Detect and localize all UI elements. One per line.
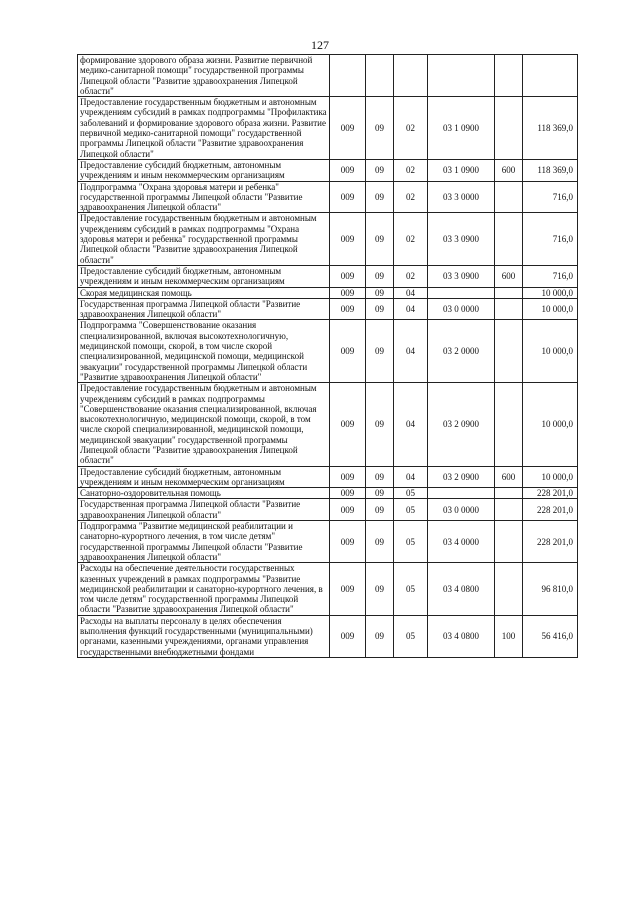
ved-code-cell: 009 — [330, 97, 366, 160]
section-code-cell: 09 — [366, 563, 394, 615]
row-name-cell: Предоставление государственным бюджетным и автономным учреждениям субсидий в рамках подпрограммы "Охрана здоровья матери и ребенка" государственной программы Липецкой области "Развитие здравоохранения Липецкой области" — [78, 213, 330, 265]
row-name-cell: Государственная программа Липецкой области "Развитие здравоохранения Липецкой области" — [78, 298, 330, 320]
ved-code-cell: 009 — [330, 499, 366, 521]
row-name-cell: Предоставление государственным бюджетным и автономным учреждениям субсидий в рамках подпрограммы "Профилактика заболеваний и формирование здорового образа жизни. Развитие первичной медико-санитарной помощи" государственной программы Липецкой области "Развитие здравоохранения Липецкой области" — [78, 97, 330, 160]
table-row — [78, 488, 578, 499]
ved-code-cell: 009 — [330, 298, 366, 320]
target-article-cell: 03 4 0800 — [428, 615, 495, 657]
section-code-cell: 09 — [366, 159, 394, 181]
table-row — [78, 298, 578, 320]
target-article-cell: 03 1 0900 — [428, 97, 495, 160]
target-article-cell: 03 3 0000 — [428, 181, 495, 213]
expense-type-cell — [495, 383, 523, 466]
subsection-code-cell: 02 — [394, 213, 428, 265]
expense-type-cell — [495, 298, 523, 320]
table-row — [78, 181, 578, 213]
expense-type-cell — [495, 563, 523, 615]
amount-cell: 10 000,0 — [523, 298, 578, 320]
amount-cell: 10 000,0 — [523, 287, 578, 298]
ved-code-cell: 009 — [330, 181, 366, 213]
row-name-cell: Расходы на обеспечение деятельности государственных казенных учреждений в рамках подпрограммы "Развитие медицинской реабилитации и санаторно-курортного лечения, в том числе детям" государственной программы Липецкой области "Развитие здравоохранения Липецкой области" — [78, 563, 330, 615]
ved-code-cell: 009 — [330, 159, 366, 181]
subsection-code-cell: 02 — [394, 97, 428, 160]
target-article-cell: 03 0 0000 — [428, 298, 495, 320]
table-row — [78, 213, 578, 265]
section-code-cell: 09 — [366, 521, 394, 563]
table-row — [78, 563, 578, 615]
row-name-cell: Предоставление субсидий бюджетным, автономным учреждениям и иным некоммерческим организациям — [78, 466, 330, 488]
subsection-code-cell: 04 — [394, 466, 428, 488]
table-row — [78, 265, 578, 287]
table-row — [78, 55, 578, 97]
amount-cell: 10 000,0 — [523, 320, 578, 383]
subsection-code-cell: 05 — [394, 615, 428, 657]
row-name-cell: Санаторно-оздоровительная помощь — [78, 488, 330, 499]
amount-cell: 228 201,0 — [523, 499, 578, 521]
section-code-cell: 09 — [366, 287, 394, 298]
ved-code-cell: 009 — [330, 383, 366, 466]
expense-type-cell: 600 — [495, 466, 523, 488]
target-article-cell: 03 3 0900 — [428, 213, 495, 265]
section-code-cell: 09 — [366, 97, 394, 160]
subsection-code-cell: 05 — [394, 521, 428, 563]
ved-code-cell: 009 — [330, 320, 366, 383]
row-name-cell: Предоставление субсидий бюджетным, автономным учреждениям и иным некоммерческим организациям — [78, 265, 330, 287]
table-row — [78, 521, 578, 563]
section-code-cell — [366, 55, 394, 97]
row-name-cell: Подпрограмма "Охрана здоровья матери и ребенка" государственной программы Липецкой области "Развитие здравоохранения Липецкой области" — [78, 181, 330, 213]
ved-code-cell: 009 — [330, 488, 366, 499]
amount-cell: 716,0 — [523, 181, 578, 213]
subsection-code-cell: 02 — [394, 159, 428, 181]
subsection-code-cell: 05 — [394, 563, 428, 615]
target-article-cell: 03 2 0900 — [428, 383, 495, 466]
expense-type-cell — [495, 55, 523, 97]
expense-type-cell — [495, 213, 523, 265]
section-code-cell: 09 — [366, 265, 394, 287]
table-row — [78, 499, 578, 521]
row-name-cell: Подпрограмма "Совершенствование оказания специализированной, включая высокотехнологичную, медицинской помощи, скорой, в том числе скорой специализированной, медицинской помощи, медицинской эвакуации" государственной программы Липецкой области "Развитие здравоохранения Липецкой области" — [78, 320, 330, 383]
expense-type-cell: 600 — [495, 159, 523, 181]
table-row — [78, 466, 578, 488]
subsection-code-cell: 05 — [394, 499, 428, 521]
target-article-cell: 03 4 0000 — [428, 521, 495, 563]
target-article-cell: 03 0 0000 — [428, 499, 495, 521]
subsection-code-cell: 05 — [394, 488, 428, 499]
section-code-cell: 09 — [366, 488, 394, 499]
subsection-code-cell: 02 — [394, 181, 428, 213]
ved-code-cell: 009 — [330, 563, 366, 615]
ved-code-cell — [330, 55, 366, 97]
amount-cell — [523, 55, 578, 97]
ved-code-cell: 009 — [330, 615, 366, 657]
subsection-code-cell: 04 — [394, 320, 428, 383]
section-code-cell: 09 — [366, 320, 394, 383]
target-article-cell — [428, 287, 495, 298]
row-name-cell: формирование здорового образа жизни. Развитие первичной медико-санитарной помощи" государственной программы Липецкой области "Развитие здравоохранения Липецкой области" — [78, 55, 330, 97]
expense-type-cell: 100 — [495, 615, 523, 657]
table-row — [78, 320, 578, 383]
row-name-cell: Предоставление субсидий бюджетным, автономным учреждениям и иным некоммерческим организациям — [78, 159, 330, 181]
table-row — [78, 287, 578, 298]
amount-cell: 716,0 — [523, 213, 578, 265]
ved-code-cell: 009 — [330, 287, 366, 298]
section-code-cell: 09 — [366, 298, 394, 320]
row-name-cell: Предоставление государственным бюджетным и автономным учреждениям субсидий в рамках подпрограммы "Совершенствование оказания специализированной, включая высокотехнологичную, медицинской помощи, скорой, в том числе скорой специализированной, медицинской помощи, медицинской эвакуации" государственной программы Липецкой области "Развитие здравоохранения Липецкой области" — [78, 383, 330, 466]
target-article-cell — [428, 55, 495, 97]
amount-cell: 10 000,0 — [523, 383, 578, 466]
budget-table-body — [78, 55, 578, 658]
table-row — [78, 383, 578, 466]
amount-cell: 118 369,0 — [523, 159, 578, 181]
page-number: 127 — [311, 38, 329, 52]
row-name-cell: Подпрограмма "Развитие медицинской реабилитации и санаторно-курортного лечения, в том числе детям" государственной программы Липецкой области "Развитие здравоохранения Липецкой области" — [78, 521, 330, 563]
amount-cell: 228 201,0 — [523, 488, 578, 499]
expense-type-cell — [495, 181, 523, 213]
target-article-cell: 03 2 0000 — [428, 320, 495, 383]
row-name-cell: Расходы на выплаты персоналу в целях обеспечения выполнения функций государственными (муниципальными) органами, казенными учреждениями, органами управления государственными внебюджетными фондами — [78, 615, 330, 657]
amount-cell: 716,0 — [523, 265, 578, 287]
expense-type-cell — [495, 488, 523, 499]
amount-cell: 118 369,0 — [523, 97, 578, 160]
expense-type-cell — [495, 521, 523, 563]
target-article-cell: 03 1 0900 — [428, 159, 495, 181]
table-row — [78, 159, 578, 181]
expense-type-cell — [495, 320, 523, 383]
section-code-cell: 09 — [366, 383, 394, 466]
table-row — [78, 615, 578, 657]
expense-type-cell — [495, 97, 523, 160]
subsection-code-cell: 04 — [394, 383, 428, 466]
target-article-cell: 03 3 0900 — [428, 265, 495, 287]
target-article-cell: 03 2 0900 — [428, 466, 495, 488]
budget-table — [77, 54, 578, 658]
amount-cell: 10 000,0 — [523, 466, 578, 488]
section-code-cell: 09 — [366, 615, 394, 657]
row-name-cell: Государственная программа Липецкой области "Развитие здравоохранения Липецкой области" — [78, 499, 330, 521]
amount-cell: 228 201,0 — [523, 521, 578, 563]
subsection-code-cell: 04 — [394, 298, 428, 320]
ved-code-cell: 009 — [330, 521, 366, 563]
subsection-code-cell: 02 — [394, 265, 428, 287]
subsection-code-cell: 04 — [394, 287, 428, 298]
target-article-cell: 03 4 0800 — [428, 563, 495, 615]
section-code-cell: 09 — [366, 499, 394, 521]
row-name-cell: Скорая медицинская помощь — [78, 287, 330, 298]
expense-type-cell — [495, 287, 523, 298]
ved-code-cell: 009 — [330, 213, 366, 265]
ved-code-cell: 009 — [330, 466, 366, 488]
target-article-cell — [428, 488, 495, 499]
amount-cell: 96 810,0 — [523, 563, 578, 615]
section-code-cell: 09 — [366, 213, 394, 265]
table-row — [78, 97, 578, 160]
expense-type-cell — [495, 499, 523, 521]
section-code-cell: 09 — [366, 466, 394, 488]
section-code-cell: 09 — [366, 181, 394, 213]
amount-cell: 56 416,0 — [523, 615, 578, 657]
expense-type-cell: 600 — [495, 265, 523, 287]
subsection-code-cell — [394, 55, 428, 97]
ved-code-cell: 009 — [330, 265, 366, 287]
